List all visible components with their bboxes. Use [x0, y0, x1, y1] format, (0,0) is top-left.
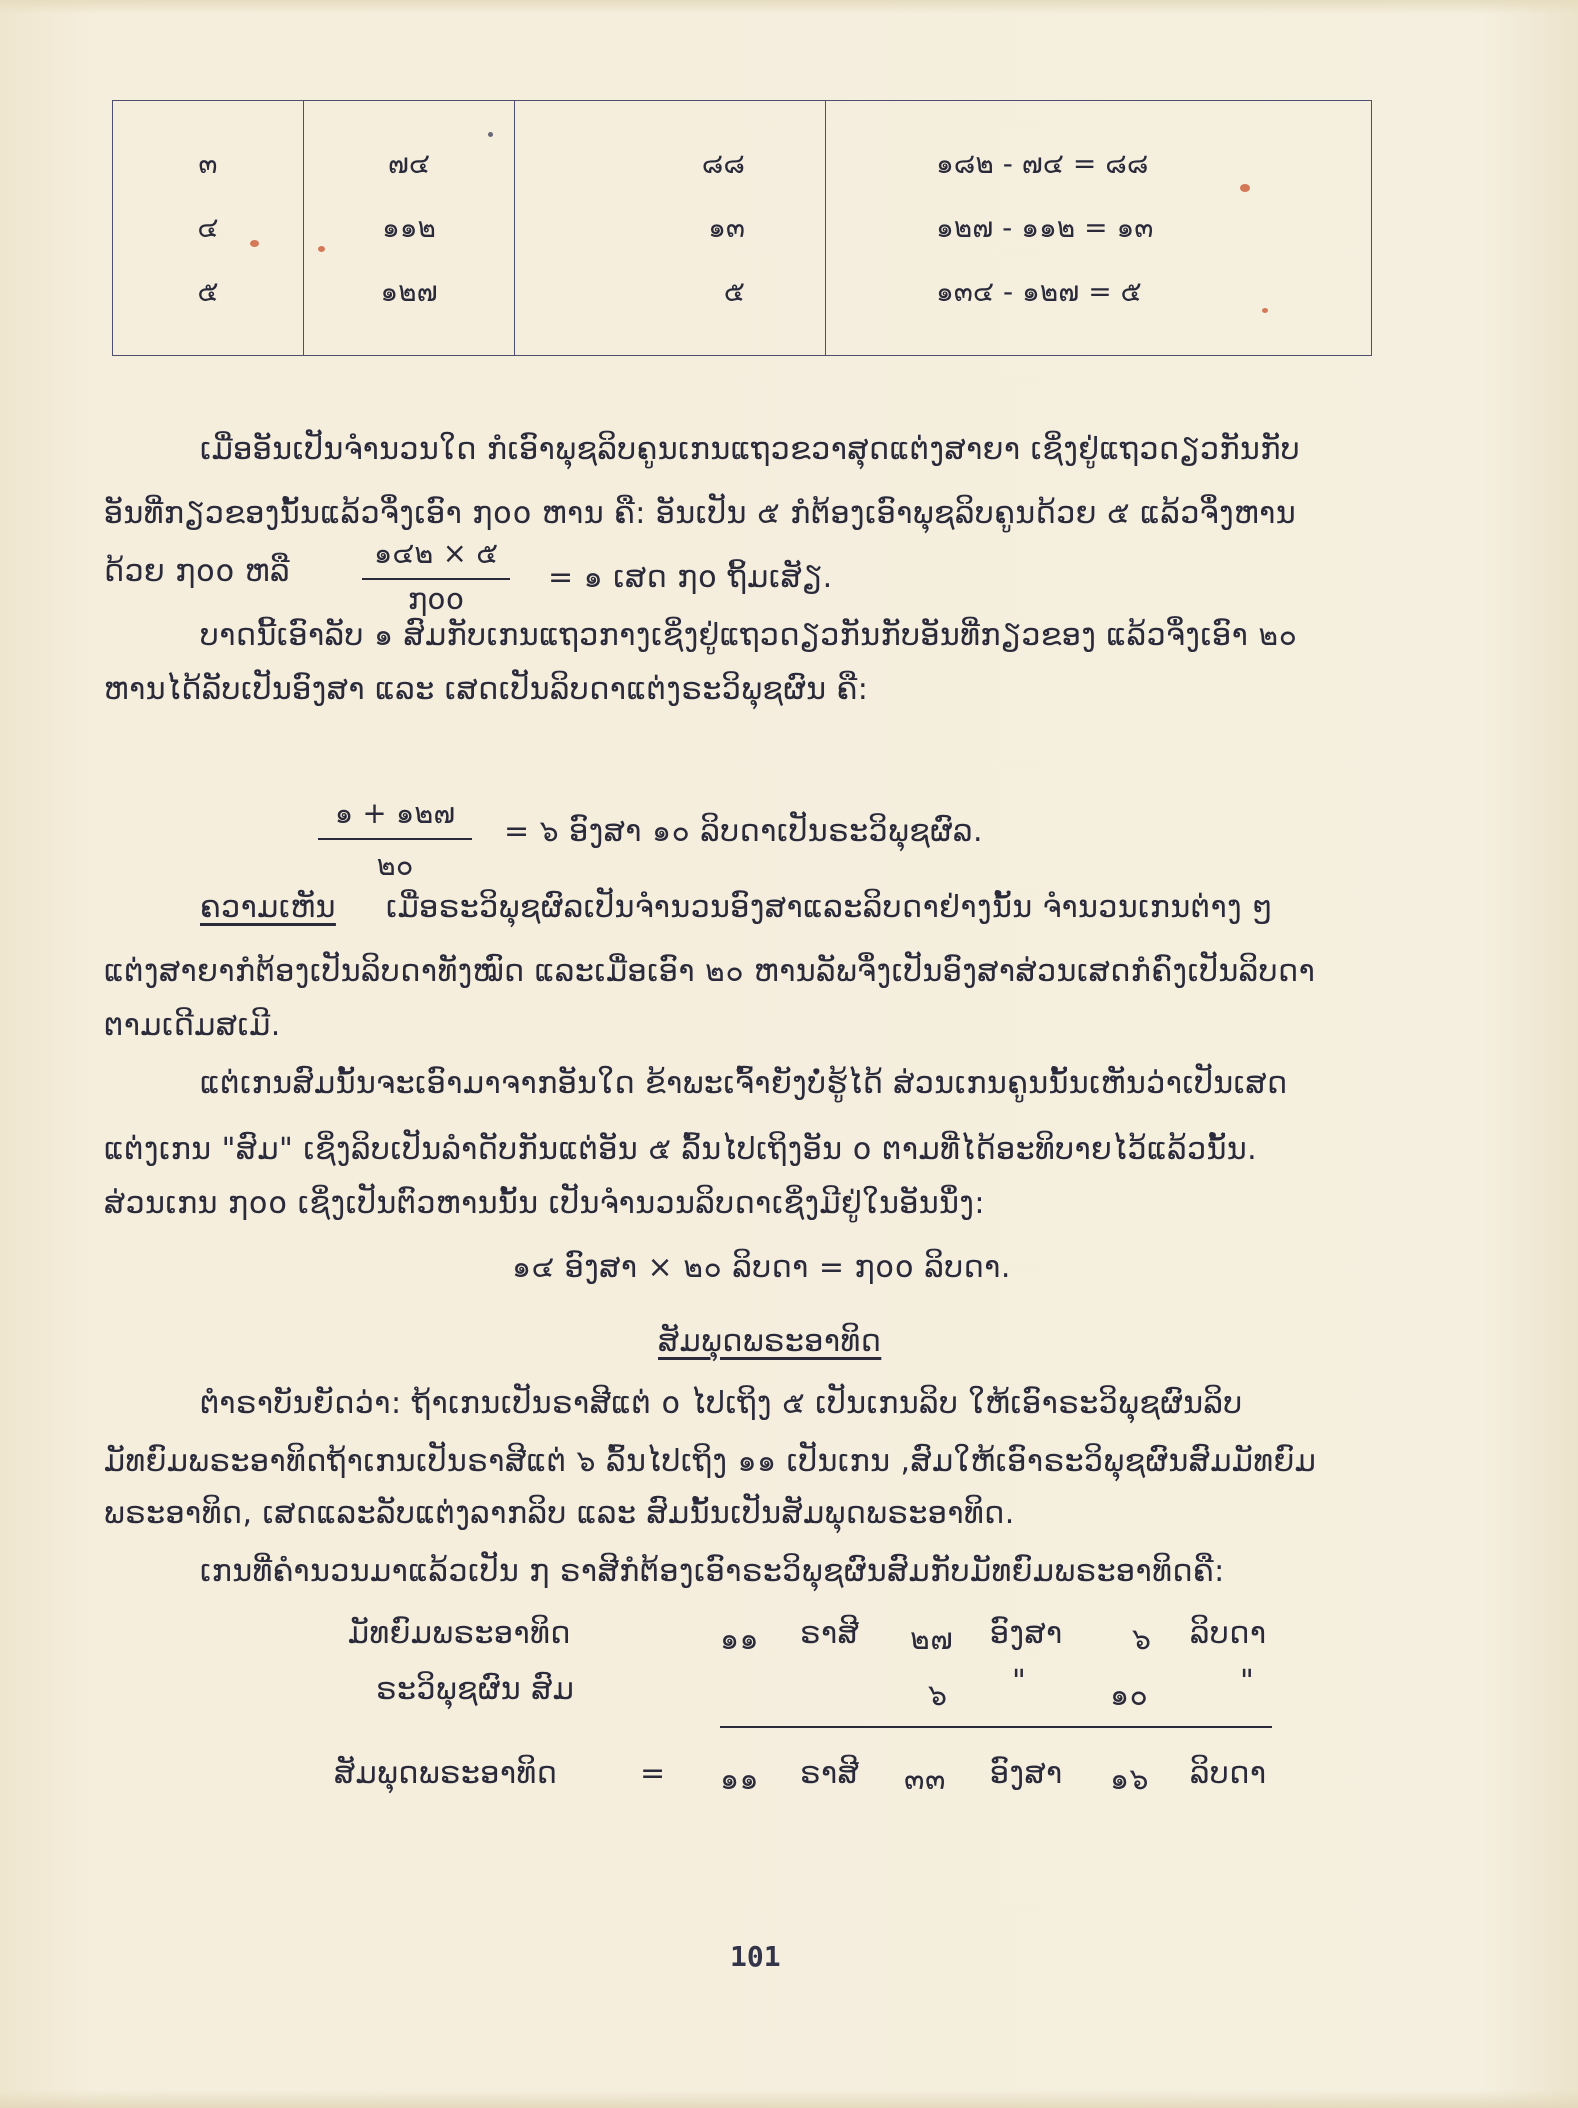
calc-value: ๑๐ [1110, 1678, 1149, 1713]
paragraph-line: ແຕ່ງສາຍາກໍຕ້ອງເປັນລິບດາທັງໝົດ ແລະເມື່ອເອົາ ๒๐ ຫານລັພຈຶ່ງເປັນອົງສາສ່ວນເສດກໍຄົງເປັນລິບດາ [104, 954, 1316, 989]
cell-value: ๗๔ [387, 147, 431, 180]
calc-unit: " [1012, 1664, 1027, 1699]
table-cell [304, 101, 515, 356]
cell-value: ๑๓ [708, 211, 745, 244]
cell-value: ๑๒๗ [380, 275, 438, 308]
table-cell [113, 101, 304, 356]
page-fold-shadow [0, 0, 1578, 14]
calc-unit: ອົງສາ [990, 1756, 1063, 1791]
fraction-denominator: ๒๐ [376, 848, 414, 882]
cell-value: ๕ [197, 275, 219, 308]
paragraph-line: ອັນທີ່ກຽວຂອງນັ້ນແລ້ວຈຶ່ງເອົາ ໗໐໐ ຫານ ຄື: ອັນເປັນ ๕ ກໍຕ້ອງເອົາພຸຊລິບຄູນດ້ວຍ ๕ ແລ້ວຈຶ່ງຫານ [104, 496, 1297, 531]
calc-label: ສັມພຸດພຣະອາທິດ [334, 1756, 558, 1791]
paragraph-line: ຫານໄດ້ລັບເປັນອົງສາ ແລະ ເສດເປັນລິບດາແຕ່ງຣະວິພຸຊຜົນ ຄື: [104, 672, 869, 707]
page-number: 101 [730, 1940, 781, 1973]
calc-label: ມັທຍົມພຣະອາທິດ [348, 1616, 571, 1651]
fraction-numerator: ๑ + ๑๒๗ [318, 790, 472, 840]
calc-unit: ລິບດາ [1190, 1616, 1267, 1651]
cell-value: ๔ [197, 211, 219, 244]
table-cell [826, 101, 1372, 356]
fraction-numerator: ๑๔๒ × ๕ [362, 530, 510, 580]
cell-equation: ๑๘๒ - ๗๔ = ๘๘ [936, 147, 1149, 180]
calc-unit: ອົງສາ [990, 1616, 1063, 1651]
calc-value: ๓๓ [904, 1762, 947, 1797]
table-row [113, 101, 1372, 356]
paragraph-line: ເກນທີ່ຄຳນວນມາແລ້ວເປັນ ໗ ຣາສີກໍຕ້ອງເອົາຣະວິພຸຊຜົນສົມກັບມັທຍົມພຣະອາທິດຄື: [200, 1554, 1225, 1589]
paragraph-line: ແຕ່ເກນສົມນັ້ນຈະເອົາມາຈາກອັນໃດ ຂ້າພະເຈົ້າຍັງບໍ່ຮູ້ໄດ້ ສ່ວນເກນຄູນນັ້ນເຫັນວ່າເປັນເສດ [200, 1066, 1288, 1101]
paragraph-line: ແຕ່ງເກນ "ສົມ" ເຊິ່ງລິບເປັນລຳດັບກັນແຕ່ອັນ ๕ ລົ້ນໄປເຖິງອັນ ໐ ຕາມທີ່ໄດ້ອະທິບາຍໄວ້ແລ້ວນັ້ນ. [104, 1132, 1258, 1167]
ravi-fraction [318, 790, 472, 888]
paragraph-line: ບາດນີ້ເອົາລັບ ๑ ສົມກັບເກນແຖວກາງເຊິ່ງຢູ່ແຖວດຽວກັນກັບອັນທີ່ກຽວຂອງ ແລ້ວຈຶ່ງເອົາ ๒๐ [200, 618, 1298, 653]
formula-result: = ๖ ອົງສາ ๑๐ ລິບດາເປັນຣະວິພຸຊຜົລ. [504, 814, 984, 849]
calc-value: ๖ [1132, 1622, 1152, 1657]
paragraph-line: ຕາມເດີມສເມີ. [104, 1008, 281, 1043]
paragraph-line: = ๑ ເສດ ໗໐ ຖິ້ມເສັຽ. [548, 560, 833, 595]
inline-fraction [362, 530, 510, 616]
calc-unit: ລິບດາ [1190, 1756, 1267, 1791]
calc-value: ๑๑ [720, 1762, 760, 1797]
cell-equation: ๑๓๔ - ๑๒๗ = ๕ [936, 275, 1142, 308]
calculation-table [112, 100, 1372, 356]
cell-value: ๓ [198, 147, 218, 180]
fraction-denominator: ໗໐໐ [407, 582, 465, 616]
cell-value: ๑๑๒ [381, 211, 436, 244]
paragraph-line: ພຣະອາທິດ, ເສດແລະລັບແຕ່ງລາກລິບ ແລະ ສົມນັ້ນເປັນສັມພຸດພຣະອາທິດ. [104, 1496, 1015, 1531]
paragraph-line: ເມື່ອອັນເປັນຈຳນວນໃດ ກໍເອົາພຸຊລິບຄູນເກນແຖວຂວາສຸດແຕ່ງສາຍາ ເຊິ່ງຢູ່ແຖວດຽວກັນກັບ [200, 432, 1301, 467]
paragraph-line: ມັທຍົມພຣະອາທິດຖ້າເກນເປັນຣາສີແຕ່ ๖ ລົ້ນໄປເຖິງ ๑๑ ເປັນເກນ ,ສົມໃຫ້ເອົາຣະວິພຸຊຜົນສົມມັທຍົມ [104, 1444, 1317, 1479]
paragraph-line: ສ່ວນເກນ ໗໐໐ ເຊິ່ງເປັນຕົວຫານນັ້ນ ເປັນຈຳນວນລິບດາເຊິ່ງມີຢູ່ໃນອັນນຶ່ງ: [104, 1186, 985, 1221]
cell-value: ๕ [723, 275, 745, 308]
table-cell [515, 101, 826, 356]
cell-equation: ๑๒๗ - ๑๑๒ = ๑๓ [936, 211, 1154, 244]
section-heading: ສັມພຸດພຣະອາທິດ [658, 1324, 882, 1359]
calc-unit: " [1240, 1664, 1255, 1699]
calc-equals: = [640, 1756, 666, 1791]
calc-unit: ຣາສີ [800, 1616, 860, 1651]
sum-rule [720, 1726, 1272, 1728]
calc-value: ๖ [928, 1678, 948, 1713]
calc-value: ๑๖ [1110, 1762, 1150, 1797]
calc-value: ๒๗ [910, 1622, 954, 1657]
calc-label: ຣະວິພຸຊຜົນ ສົມ [376, 1672, 575, 1707]
paragraph-line: ດ້ວຍ ໗໐໐ ຫລື [104, 554, 291, 589]
note-label: ຄວາມເຫັນ [200, 890, 336, 925]
page-bottom-edge [0, 2090, 1578, 2108]
calc-value: ๑๑ [720, 1622, 760, 1657]
calc-unit: ຣາສີ [800, 1756, 860, 1791]
centered-equation: ๑๔ ອົງສາ × ๒๐ ລິບດາ = ໗໐໐ ລິບດາ. [512, 1250, 1011, 1285]
paragraph-line: ເມື່ອຣະວິພຸຊຜົລເປັນຈຳນວນອົງສາແລະລິບດາຢ່າງນັ້ນ ຈຳນວນເກນຕ່າງ ໆ [386, 890, 1273, 925]
cell-value: ๘๘ [701, 147, 745, 180]
paragraph-line: ຕຳຣາບັນຍັດວ່າ: ຖ້າເກນເປັນຣາສີແຕ່ ໐ ໄປເຖິງ ๕ ເປັນເກນລິບ ໃຫ້ເອົາຣະວິພຸຊຜົນລິບ [200, 1386, 1243, 1421]
